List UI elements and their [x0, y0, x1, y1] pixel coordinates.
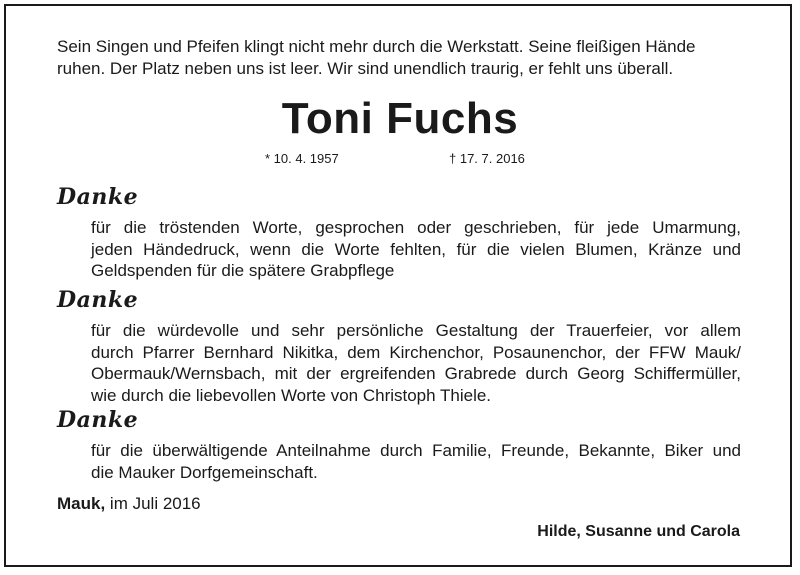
danke-heading: Danke — [57, 287, 139, 313]
paragraph-line: für die überwältigende Anteilnahme durch Familie, Freunde, Bekannte, Biker und — [91, 441, 741, 460]
danke-paragraph — [91, 440, 741, 483]
intro-line: Sein Singen und Pfeifen klingt nicht mehr durch die Werkstatt. Seine fleißigen Hände — [57, 37, 696, 56]
paragraph-line: die Mauker Dorfgemeinschaft. — [91, 462, 318, 482]
place-town: Mauk, — [57, 494, 106, 513]
paragraph-line: für die würdevolle und sehr persönliche Gestaltung der Trauerfeier, vor allem — [91, 321, 741, 340]
danke-paragraph — [91, 320, 741, 406]
death-date: † 17. 7. 2016 — [449, 151, 525, 166]
intro-line: ruhen. Der Platz neben uns ist leer. Wir sind unendlich traurig, er fehlt uns überall. — [57, 59, 674, 78]
paragraph-line: für die tröstenden Worte, gesprochen oder geschrieben, für jede Umarmung, — [91, 218, 741, 237]
signers: Hilde, Susanne und Carola — [537, 523, 740, 540]
danke-heading: Danke — [57, 184, 139, 210]
paragraph-line: Obermauk/Wernsbach, mit der ergreifenden Grabrede durch Georg Schiffermüller, — [91, 364, 741, 383]
paragraph-line: jeden Händedruck, wenn die Worte fehlten, für die vielen Blumen, Kränze und — [91, 239, 741, 259]
paragraph-line: Geldspenden für die spätere Grabpflege — [91, 261, 395, 280]
intro-text — [57, 36, 747, 80]
paragraph-line: durch Pfarrer Bernhard Nikitka, dem Kirchenchor, Posaunenchor, der FFW Mauk/ — [91, 342, 741, 362]
danke-paragraph — [91, 217, 741, 282]
paragraph-line: wie durch die liebevollen Worte von Christoph Thiele. — [91, 385, 492, 405]
place-date: im Juli 2016 — [109, 494, 201, 513]
place-and-date — [57, 494, 201, 514]
deceased-name: Toni Fuchs — [281, 94, 519, 143]
danke-heading: Danke — [57, 407, 139, 433]
birth-date: * 10. 4. 1957 — [265, 151, 339, 166]
